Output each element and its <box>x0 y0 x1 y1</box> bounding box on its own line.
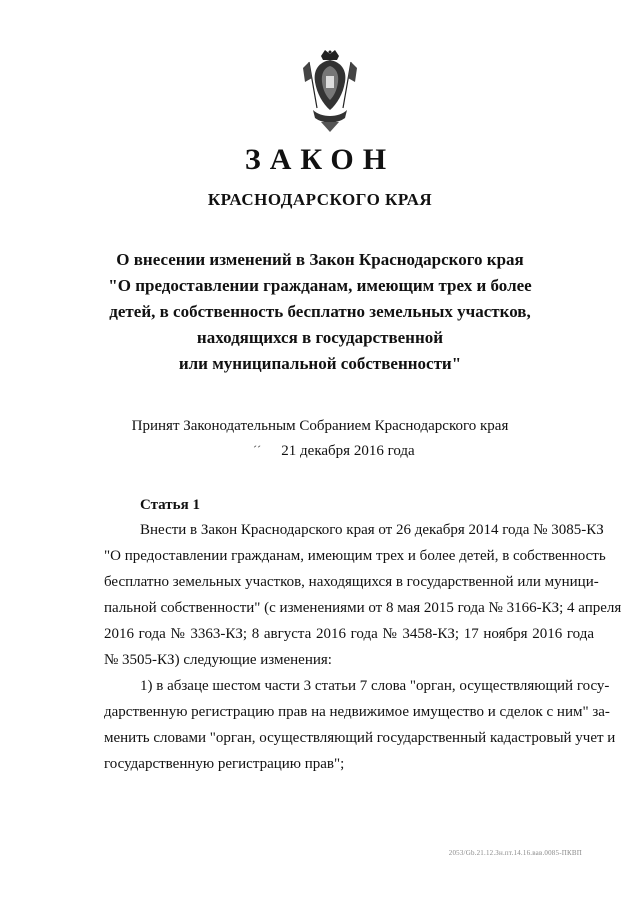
article-line: 2016 года № 3363-КЗ; 8 августа 2016 года № 3458-КЗ; 17 ноября 2016 года <box>104 626 594 642</box>
title-line-5: или муниципальной собственности" <box>178 354 462 373</box>
article-line: № 3505-КЗ) следующие изменения: <box>104 652 332 668</box>
article-line: дарственную регистрацию прав на недвижимое имущество и сделок с ним" за- <box>104 704 610 720</box>
article-heading: Статья 1 <box>140 497 200 513</box>
region-heading: КРАСНОДАРСКОГО КРАЯ <box>207 190 433 209</box>
coat-of-arms-emblem <box>299 48 361 136</box>
article-line: менить словами "орган, осуществляющий государственный кадастровый учет и <box>104 730 616 746</box>
adoption-line: Принят Законодательным Собранием Краснодарского края <box>131 418 509 434</box>
article-line: бесплатно земельных участков, находящихся в государственной или муници- <box>104 574 599 590</box>
article-line: пальной собственности" (с изменениями от 8 мая 2015 года № 3166-КЗ; 4 апреля <box>104 600 622 616</box>
article-line: государственную регистрацию прав"; <box>104 756 345 772</box>
article-line: Внести в Закон Краснодарского края от 26 декабря 2014 года № 3085-КЗ <box>140 522 604 538</box>
document-code: 2053/Gb.21.12.Зн.пт.14.16.вав.0085-ПКВП <box>448 849 582 857</box>
title-line-4: находящихся в государственной <box>196 328 444 347</box>
title-line-2: "О предоставлении гражданам, имеющим трех и более <box>108 276 532 295</box>
article-line: 1) в абзаце шестом части 3 статьи 7 слова "орган, осуществляющий госу- <box>140 678 610 694</box>
title-line-3: детей, в собственность бесплатно земельных участков, <box>109 302 531 321</box>
signature-tick-mark: ´´ <box>253 443 261 457</box>
title-line-1: О внесении изменений в Закон Краснодарского края <box>116 250 524 269</box>
adoption-date: 21 декабря 2016 года <box>281 443 415 459</box>
article-line: "О предоставлении гражданам, имеющим трех и более детей, в собственность <box>104 548 606 564</box>
law-heading: ЗАКОН <box>244 143 396 176</box>
